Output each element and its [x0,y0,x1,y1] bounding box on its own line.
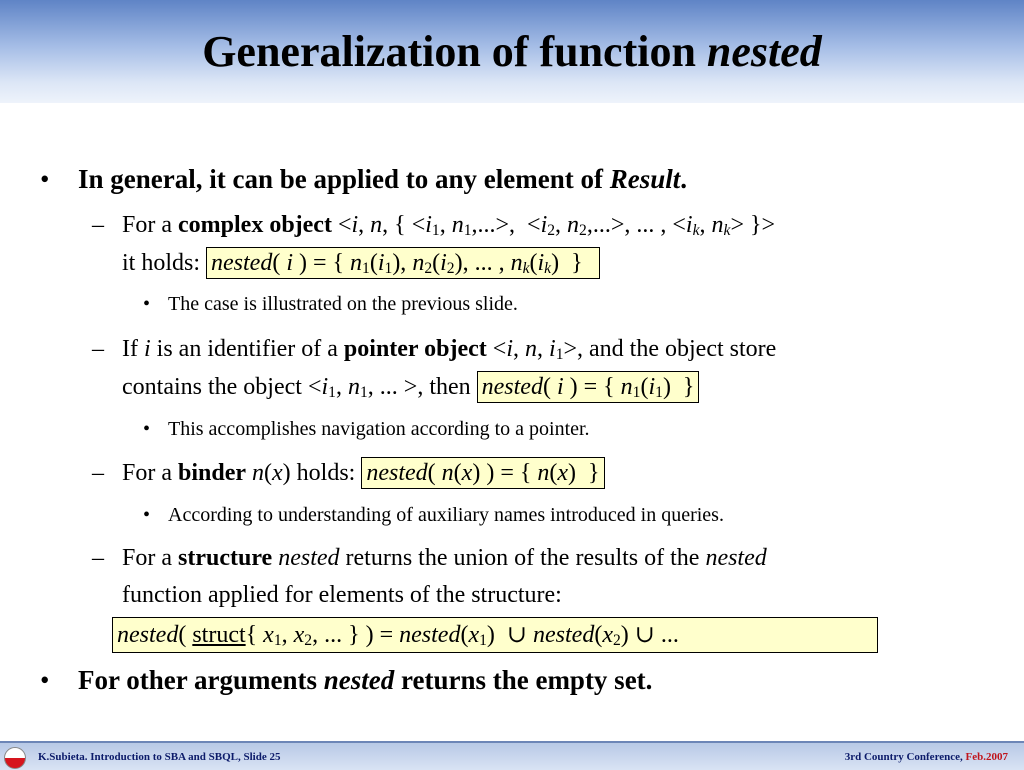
dash: – [92,460,104,486]
sub-item-pointer-line2: contains the object $<i_1$, $n_1$, ... >, then nested( i ) = { $n_1(i_1)$ } [122,369,1002,405]
sub-item-structure-line2: function applied for elements of the structure: [122,582,562,608]
sub-item-pointer-object: If i is an identifier of a pointer object <i, n, $i_1>$, and the object store [122,336,777,363]
bullet-dot: • [143,504,151,526]
bullet-1: In general, it can be applied to any element of Result. [78,164,688,194]
formula-binder: nested( n(x) ) = { n(x) } [361,457,604,489]
note-binder: According to understanding of auxiliary names introduced in queries. [168,504,724,526]
bullet-dot: • [40,665,50,695]
sub-item-complex-holds: it holds: nested( i ) = { $n_1(i_1)$, $n_2(i_2)$, ... , $n_k(i_k)$ } [122,245,1002,281]
sub-item-structure: For a structure nested returns the union of the results of the nested [122,545,767,571]
bullet-dot: • [143,293,151,315]
sub-item-complex-object: For a complex object <i, n, { $<i_1$, $n_1,...>$, $<i_2$, $n_2,...>$, ... , $<i_k$, $n_k>$ }> [122,212,776,239]
conference-logo [4,747,26,769]
bullet-dot: • [143,418,151,440]
footer [0,741,1024,770]
note-pointer: This accomplishes navigation according to a pointer. [168,418,590,440]
footer-right: 3rd Country Conference, Feb.2007 [844,751,1008,763]
footer-left: K.Subieta. Introduction to SBA and SBQL, Slide 25 [38,751,281,763]
bullet-2: For other arguments nested returns the empty set. [78,665,653,695]
formula-complex: nested( i ) = { $n_1(i_1)$, $n_2(i_2)$, ... , $n_k(i_k)$ } [206,247,600,279]
formula-pointer: nested( i ) = { $n_1(i_1)$ } [477,371,700,403]
dash: – [92,336,104,362]
slide-title: Generalization of function nested [202,27,822,76]
dash: – [92,545,104,571]
sub-item-binder: For a binder n(x) holds: nested( n(x) ) = { n(x) } [122,455,1002,491]
bullet-dot: • [40,164,50,194]
formula-structure: nested( struct{ $x_1$, $x_2$, ... } ) = $nested(x_1)$ ∪ $nested(x_2)$ ∪ ... [112,617,878,653]
note-complex: The case is illustrated on the previous slide. [168,293,518,315]
dash: – [92,212,104,238]
